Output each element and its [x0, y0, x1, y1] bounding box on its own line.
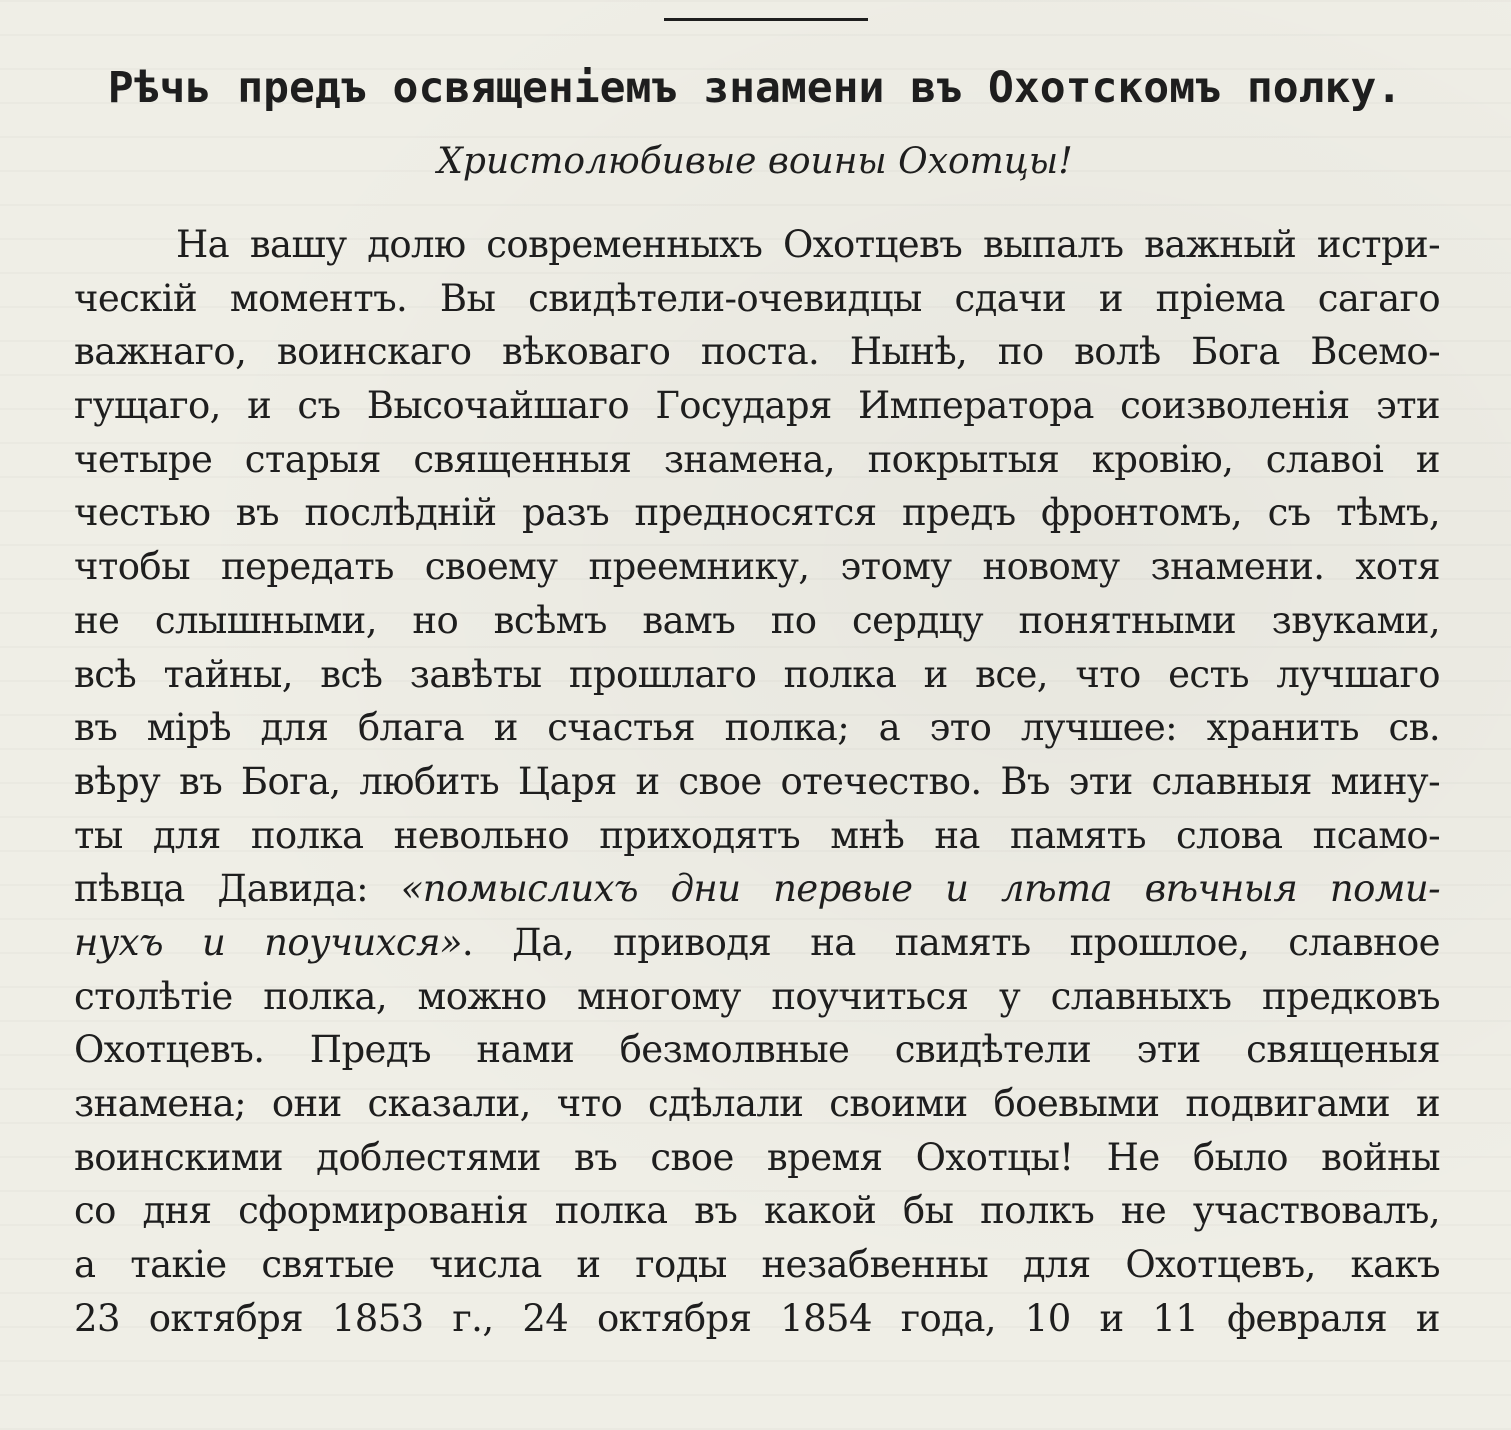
- text-line: знамена; они сказали, что сдѣлали своими боевыми подвигами и: [74, 1082, 1440, 1125]
- text-line: ты для полка невольно приходятъ мнѣ на память слова псамо-: [74, 813, 1440, 857]
- text-line: столѣтіе полка, можно многому поучиться у славныхъ предковъ: [74, 974, 1440, 1018]
- psalm-quote-end: нухъ и поучихся»: [74, 920, 462, 964]
- text-line: со дня сформированія полка въ какой бы полкъ не участвовалъ,: [74, 1189, 1440, 1233]
- text-line: не слышными, но всѣмъ вамъ по сердцу понятными звуками,: [74, 598, 1440, 642]
- speech-title: Рѣчь предъ освященіемъ знамени въ Охотскомъ полку.: [107, 63, 1403, 113]
- psalm-quote: «помыслихъ дни первые и лѣта вѣчныя поми-: [400, 867, 1440, 911]
- text-segment: . Да, приводя на память прошлое, славное: [461, 920, 1440, 964]
- text-line: Охотцевъ. Предъ нами безмолвные свидѣтели эти священыя: [74, 1028, 1440, 1072]
- text-line: чтобы передать своему преемнику, этому новому знамени. хотя: [74, 545, 1440, 589]
- text-line-with-quote: [74, 862, 1440, 916]
- top-rule: [664, 18, 868, 21]
- text-line: 23 октября 1853 г., 24 октября 1854 года, 10 и 11 февраля и: [74, 1296, 1440, 1340]
- text-line: гущаго, и съ Высочайшаго Государя Императора соизволенія эти: [74, 384, 1440, 428]
- text-line: четыре старыя священныя знамена, покрытыя кровію, славоі и: [74, 437, 1440, 481]
- text-line: а такіе святые числа и годы незабвенны для Охотцевъ, какъ: [74, 1243, 1440, 1287]
- text-segment: пѣвца Давида:: [74, 867, 401, 911]
- salutation: Христолюбивые воины Охотцы!: [437, 141, 1073, 182]
- text-line-with-quote: [74, 916, 1440, 970]
- speech-body: [74, 218, 1440, 1345]
- text-line: На вашу долю современныхъ Охотцевъ выпалъ важный истри-: [176, 223, 1440, 266]
- text-line: воинскими доблестями въ свое время Охотцы! Не было войны: [74, 1135, 1440, 1179]
- text-line: вѣру въ Бога, любить Царя и свое отечество. Въ эти славныя мину-: [74, 759, 1440, 803]
- text-line: ческій моментъ. Вы свидѣтели-очевидцы сдачи и пріема сагаго: [74, 276, 1440, 320]
- text-line: всѣ тайны, всѣ завѣты прошлаго полка и все, что есть лучшаго: [74, 652, 1440, 696]
- text-line: важнаго, воинскаго вѣковаго поста. Нынѣ, по волѣ Бога Всемо-: [74, 330, 1440, 374]
- text-line: честью въ послѣдній разъ предносятся предъ фронтомъ, съ тѣмъ,: [74, 491, 1440, 535]
- text-line: въ мірѣ для блага и счастья полка; а это лучшее: хранить св.: [74, 706, 1440, 750]
